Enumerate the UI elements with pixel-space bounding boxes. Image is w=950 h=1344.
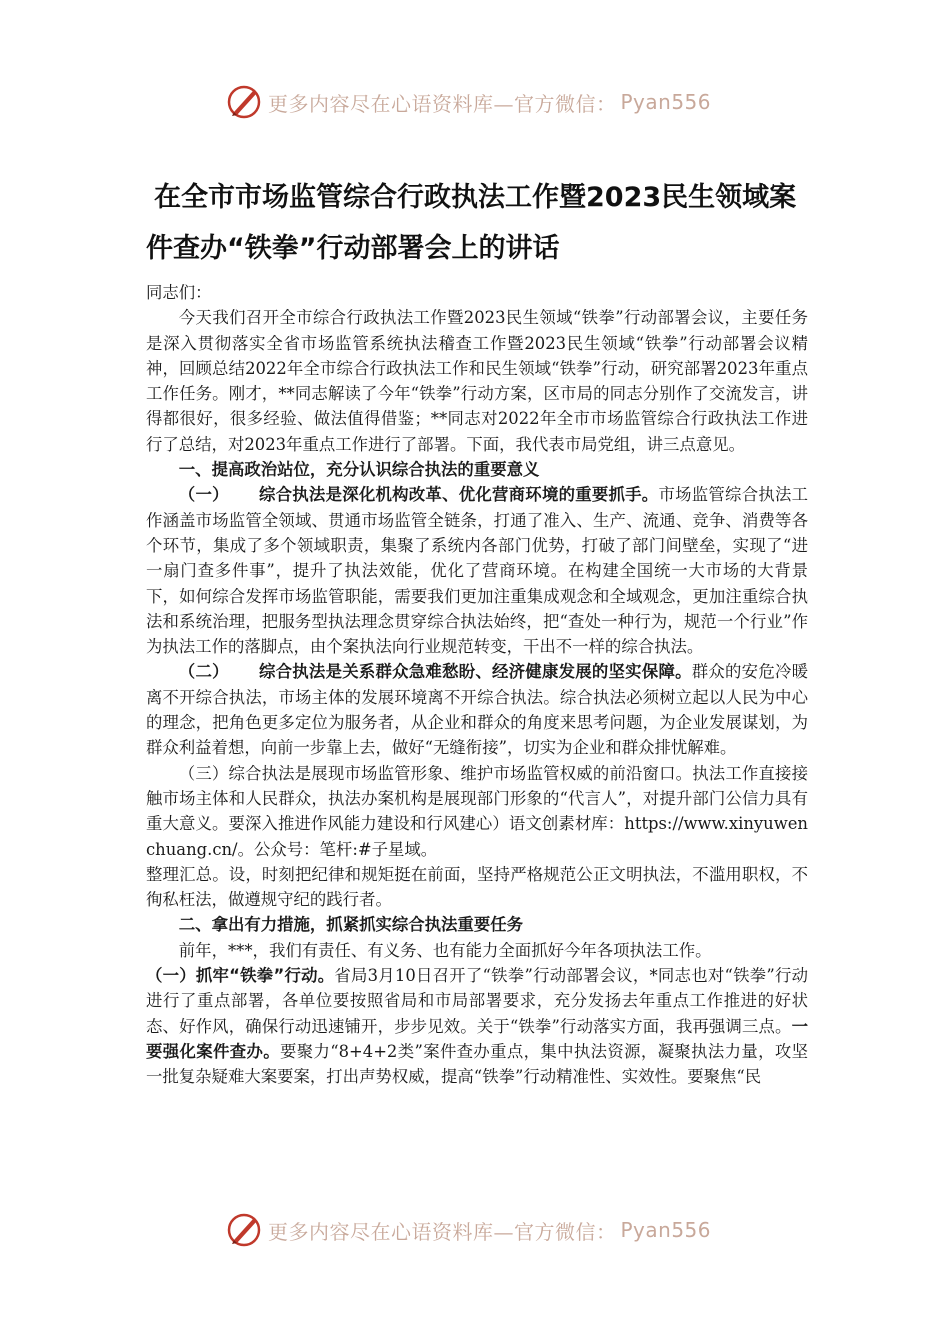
point-lead: 一要强化案件查办。 — [146, 1016, 808, 1061]
subsection-body: 省局3月10日召开了“铁拳”行动部署会议，*同志也对“铁拳”行动进行了重点部署，各单位要按照省局和市局部署要求，充分发扬去年重点工作推进的好状态、好作风，确保行动迅速铺开，步步见效。关于“铁拳”行动落实方面，我再强调三点。 — [146, 966, 808, 1036]
document-body — [146, 280, 808, 1090]
pen-logo-icon — [224, 82, 264, 122]
subsection-lead: 综合执法是深化机构改革、优化营商环境的重要抓手。 — [258, 485, 659, 505]
section-heading-1: 一、提高政治站位，充分认识综合执法的重要意义 — [178, 460, 540, 480]
watermark-footer — [224, 1210, 711, 1250]
subsection-1 — [146, 482, 808, 659]
pen-logo-icon — [224, 1210, 264, 1250]
document-title: 在全市市场监管综合行政执法工作暨2023民生领域案件查办“铁拳”行动部署会上的讲话 — [146, 182, 797, 264]
section-heading-2: 二、拿出有力措施，抓紧抓实综合执法重要任务 — [178, 915, 523, 935]
subsection-lead: 综合执法是关系群众急难愁盼、经济健康发展的坚实保障。 — [258, 662, 692, 682]
subsection-body: （三）综合执法是展现市场监管形象、维护市场监管权威的前沿窗口。执法工作直接接触市场主体和人民群众，执法办案机构是展现部门形象的“代言人”，对提升部门公信力具有重大意义。要深入推进作风能力建设和行风建心）语文创素材库：https://www.xinyuwenchuang.cn/。公众号：笔杆:#子星域。 — [146, 763, 808, 859]
watermark-wechat-id: Pyan556 — [620, 90, 712, 114]
section-2-intro: 前年，***，我们有责任、有义务、也有能力全面抓好今年各项执法工作。 — [178, 940, 712, 960]
subsection-2 — [146, 659, 808, 760]
watermark-text: 更多内容尽在心语资料库—官方微信： — [268, 1219, 617, 1244]
point-body: 要聚力“8+4+2类”案件查办重点，集中执法资源，凝聚执法力量，攻坚一批复杂疑难大案要案，打出声势权威，提高“铁拳”行动精准性、实效性。要聚焦“民 — [146, 1041, 809, 1087]
subsection-body: 市场监管综合执法工作涵盖市场监管全领域、贯通市场监管全链条，打通了准入、生产、流通、竞争、消费等各个环节，集成了多个领域职责，集聚了系统内各部门优势，打破了部门间壁垒，实现了“进一扇门查多件事”，提升了执法效能，优化了营商环境。在构建全国统一大市场的大背景下，如何综合发挥市场监管职能，需要我们更加注重集成观念和全域观念，更加注重综合执法和系统治理，把服务型执法理念贯穿综合执法始终，把“查处一种行为，规范一个行业”作为执法工作的落脚点，由个案执法向行业规范转变，干出不一样的综合执法。 — [146, 485, 809, 657]
subsection-3-tail: 整理汇总。设，时刻把纪律和规矩挺在前面，坚持严格规范公正文明执法，不滥用职权，不徇私枉法，做遵规守纪的践行者。 — [146, 864, 808, 910]
subsection-body: 群众的安危冷暖离不开综合执法，市场主体的发展环境离不开综合执法。综合执法必须树立起以人民为中心的理念，把角色更多定位为服务者，从企业和群众的角度来思考问题，为企业发展谋划，为群众利益着想，向前一步靠上去，做好“无缝衔接”，切实为企业和群众排忧解难。 — [146, 662, 809, 758]
watermark-wechat-id: Pyan556 — [620, 1218, 712, 1242]
watermark-text: 更多内容尽在心语资料库—官方微信： — [268, 91, 617, 116]
subsection-number: （二） — [178, 662, 229, 682]
subsection-lead: （一）抓牢“铁拳”行动。 — [146, 966, 335, 986]
intro-paragraph: 今天我们召开全市综合行政执法工作暨2023民生领域“铁拳”行动部署会议，主要任务是深入贯彻落实全省市场监管系统执法稽查工作暨2023民生领域“铁拳”行动部署会议精神，回顾总结2022年全市综合行政执法工作和民生领域“铁拳”行动，研究部署2023年重点工作任务。刚才，**同志解读了今年“铁拳”行动方案，区市局的同志分别作了交流发言，讲得都很好，很多经验、做法值得借鉴；**同志对2022年全市市场监管综合行政执法工作进行了总结，对2023年重点工作进行了部署。下面，我代表市局党组，讲三点意见。 — [146, 308, 808, 454]
subsection-4 — [146, 963, 808, 1089]
subsection-3 — [146, 761, 808, 862]
subsection-number: （一） — [178, 485, 229, 505]
greeting: 同志们： — [146, 283, 212, 302]
watermark-header — [224, 82, 711, 122]
